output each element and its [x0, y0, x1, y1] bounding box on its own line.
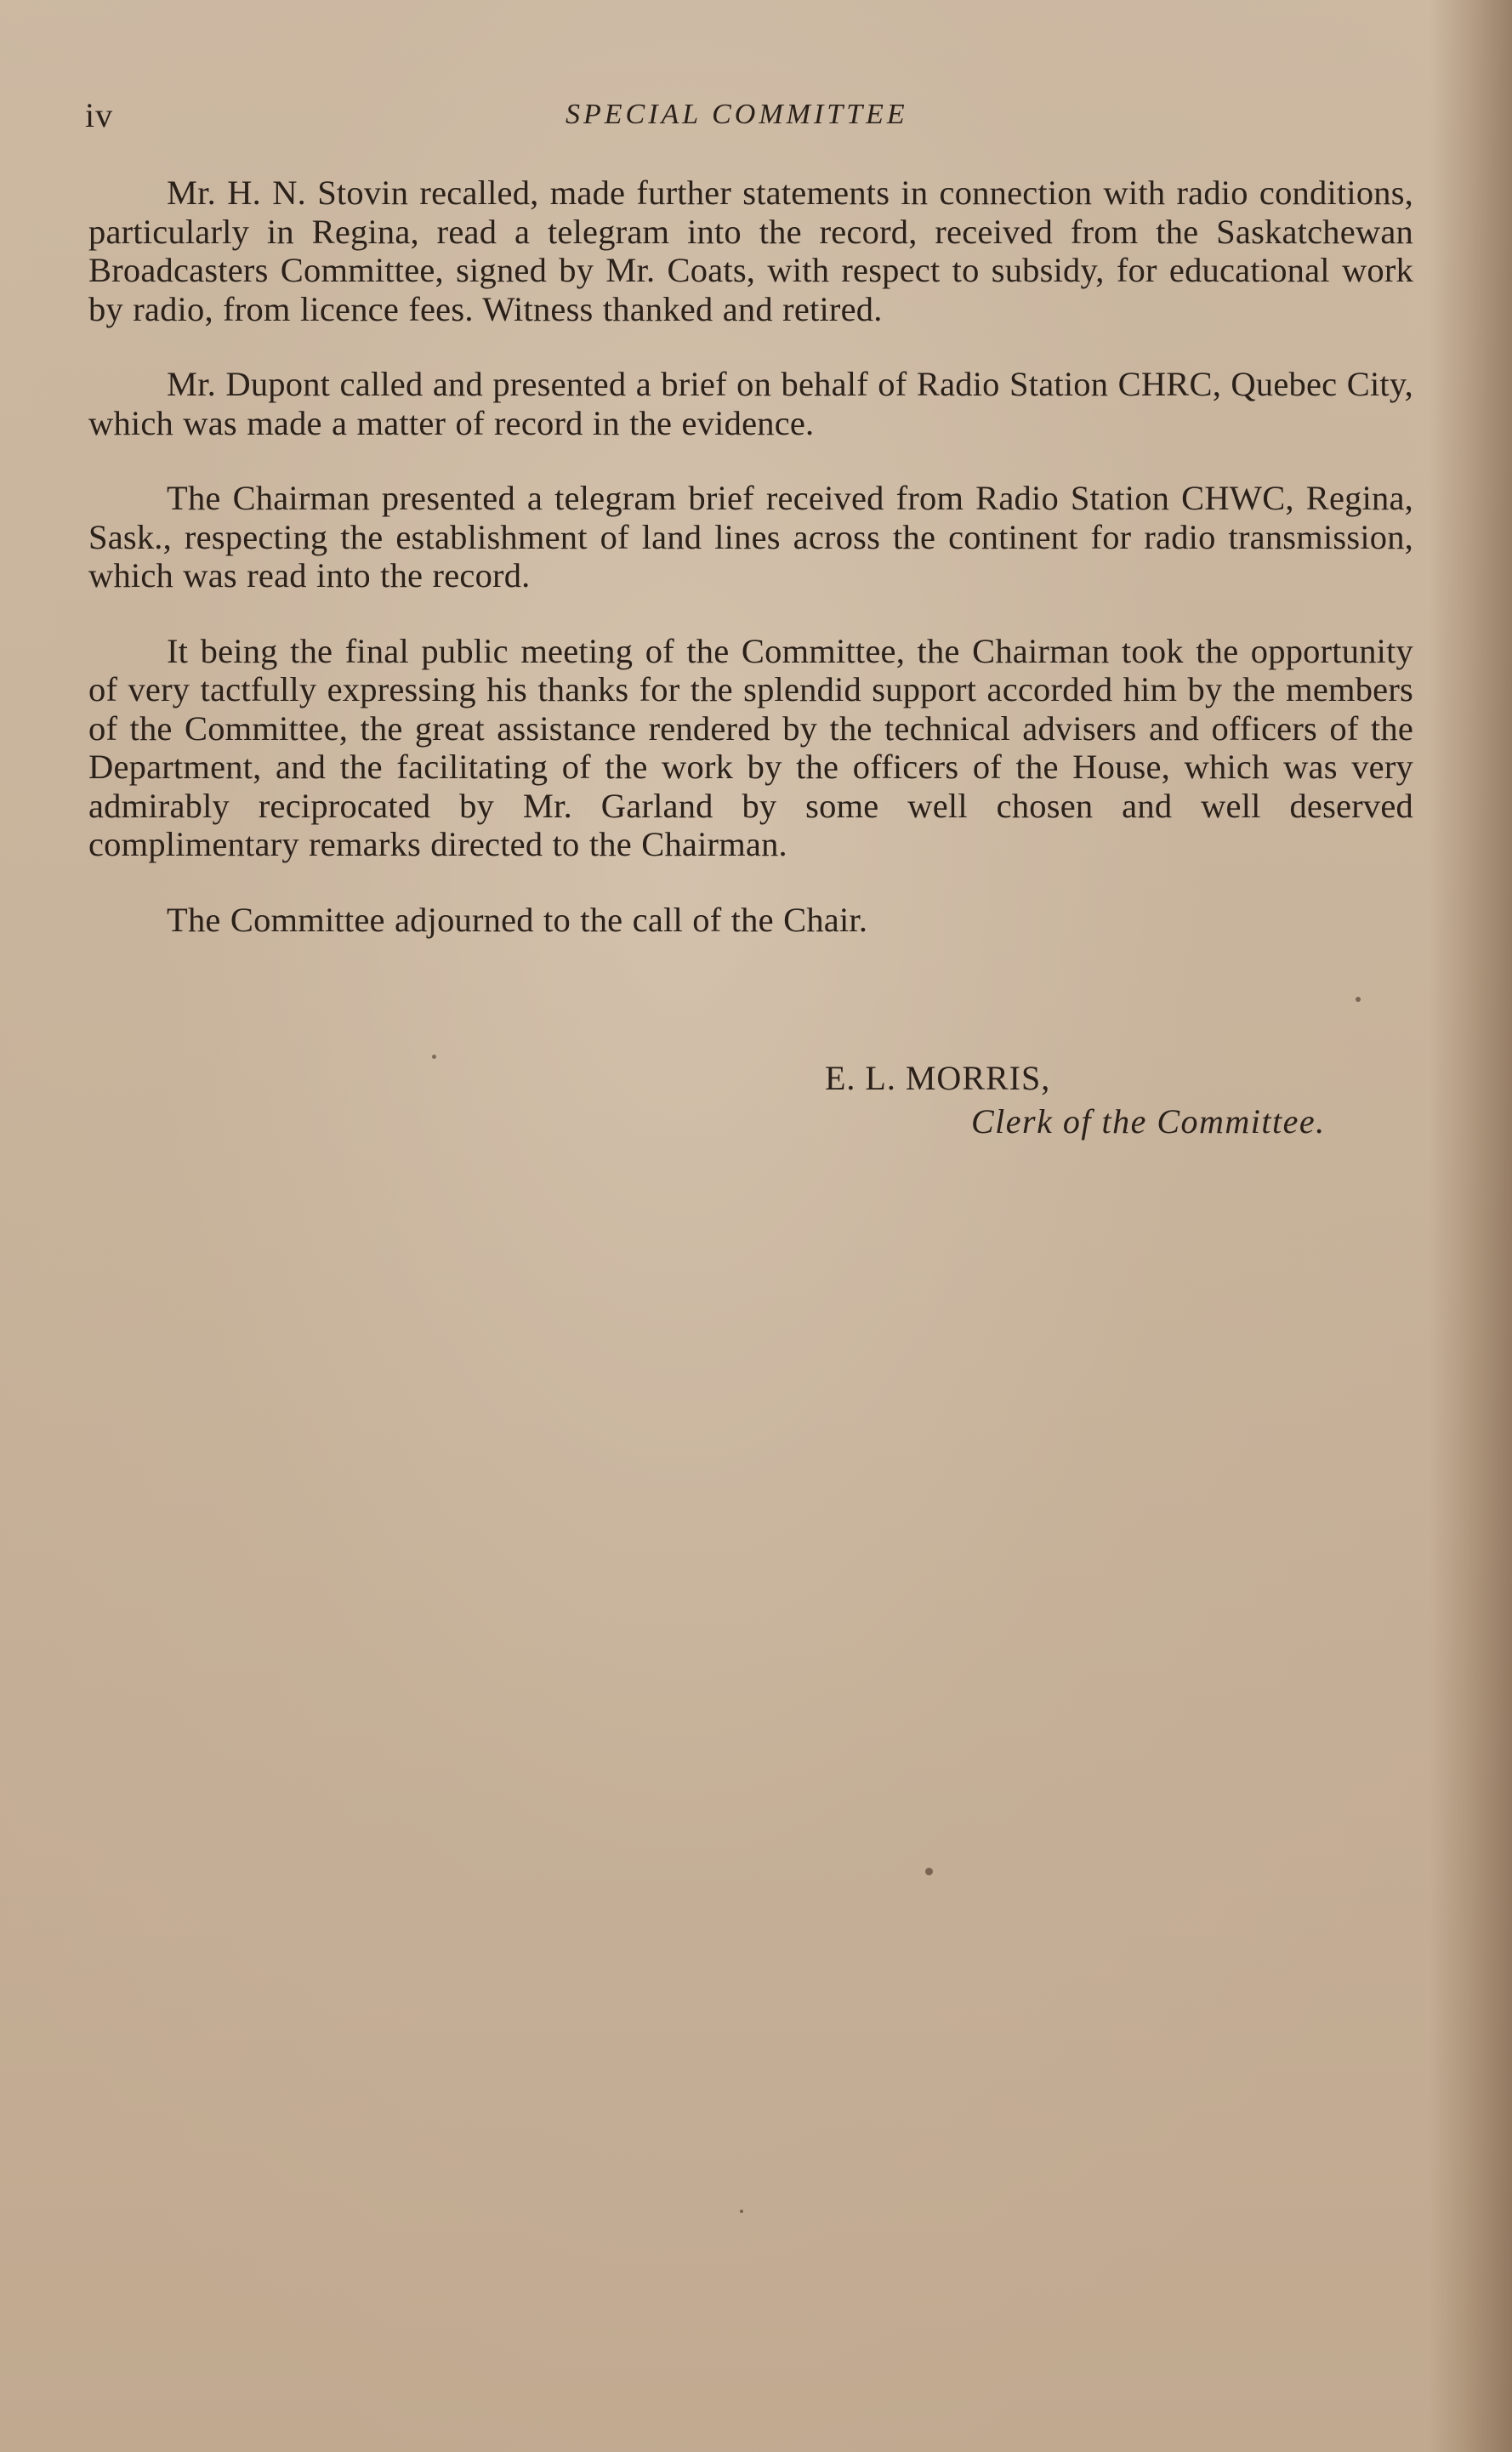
- paper-speck: [1356, 997, 1361, 1002]
- paragraph-chairman-telegram: The Chairman presented a telegram brief received from Radio Station CHWC, Regina, Sask., respecting the establishment of land lines across the continent for radio transmission, which was read into the record.: [88, 479, 1413, 595]
- paper-speck: [432, 1055, 436, 1059]
- clerk-title: Clerk of the Committee.: [971, 1102, 1326, 1141]
- clerk-name: E. L. MORRIS,: [825, 1059, 1051, 1097]
- paragraph-dupont: Mr. Dupont called and presented a brief on behalf of Radio Station CHRC, Quebec City, which was made a matter of record in the evidence.: [88, 365, 1413, 442]
- paper-speck: [925, 1868, 933, 1875]
- running-head: [85, 95, 1412, 146]
- minutes-body: [88, 174, 1413, 976]
- paragraph-final-meeting: It being the final public meeting of the Committee, the Chairman took the opportunity of very tactfully expressing his thanks for the splendid support accorded him by the members of the Committee, the great assistance rendered by the technical advisers and officers of the Department, and the facilitating of the work by the officers of the House, which was very admirably reciprocated by Mr. Garland by some well chosen and well deserved complimentary remarks directed to the Chairman.: [88, 631, 1413, 863]
- paragraph-stovin: Mr. H. N. Stovin recalled, made further statements in connection with radio conditions, particularly in Regina, read a telegram into the record, received from the Saskatchewan Broadcasters Committee, signed by Mr. Coats, with respect to subsidy, for educational work by radio, from licence fees. Witness thanked and retired.: [88, 174, 1413, 328]
- signature-block: [825, 1058, 1403, 1141]
- running-title: SPECIAL COMMITTEE: [566, 99, 908, 130]
- page-number: iv: [85, 96, 114, 134]
- paper-speck: [740, 2210, 743, 2213]
- paragraph-adjournment: The Committee adjourned to the call of the Chair.: [167, 900, 868, 939]
